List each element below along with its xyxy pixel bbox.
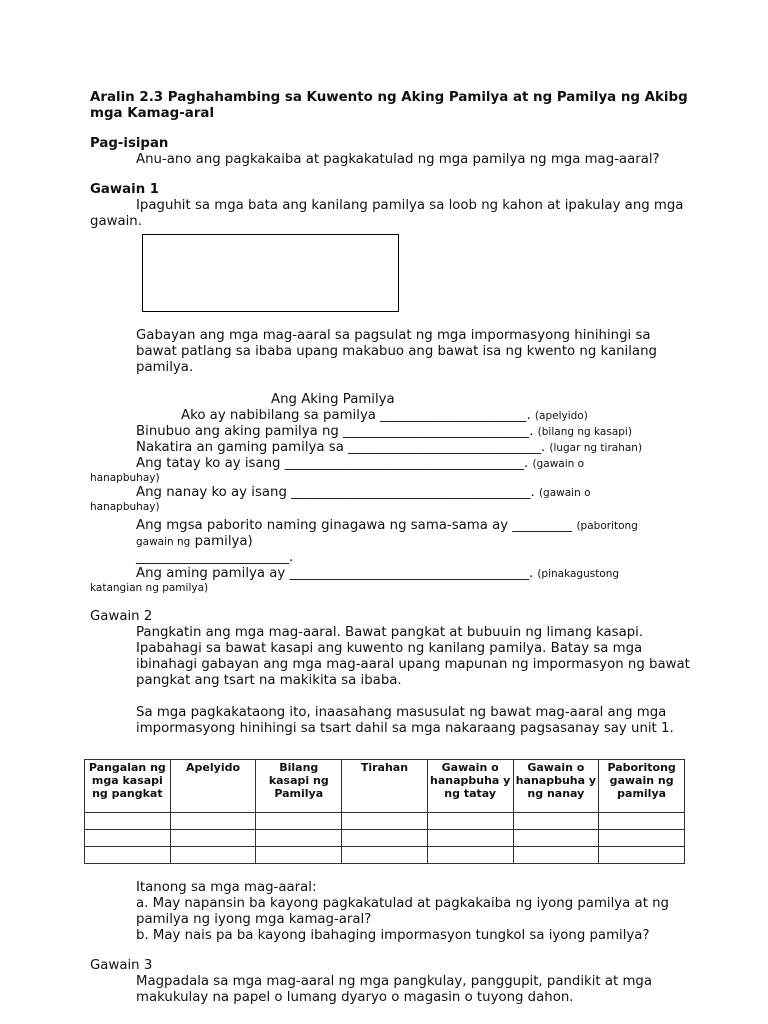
table-cell[interactable] bbox=[427, 813, 513, 830]
story-line-6: Ang mgsa paborito naming ginagawa ng sama-sama ay _________ (paboritong bbox=[136, 518, 638, 533]
table-cell[interactable] bbox=[427, 830, 513, 847]
table-cell[interactable] bbox=[599, 830, 685, 847]
table-cell[interactable] bbox=[342, 830, 428, 847]
gawain3-text: Magpadala sa mga mag-aaral ng mga pangkulay, panggupit, pandikit at mga makukulay na papel o lumang dyaryo o magasin o tuyong dahon. bbox=[136, 974, 652, 1005]
gawain1-heading: Gawain 1 bbox=[90, 182, 160, 197]
table-cell[interactable] bbox=[256, 813, 342, 830]
lesson-title: Aralin 2.3 Paghahambing sa Kuwento ng Aking Pamilya at ng Pamilya ng Akibg mga Kamag-aral bbox=[90, 90, 688, 121]
table-cell[interactable] bbox=[342, 847, 428, 864]
story-line-1: Ako ay nabibilang sa pamilya ______________________. (apelyido) bbox=[181, 408, 588, 423]
story-line-4: Ang tatay ko ay isang ____________________________________. (gawain o bbox=[136, 456, 585, 471]
gawain1-instruction: Ipaguhit sa mga bata ang kanilang pamilya sa loob ng kahon at ipakulay ang mga gawain. bbox=[90, 198, 684, 229]
table-cell[interactable] bbox=[599, 847, 685, 864]
table-cell[interactable] bbox=[170, 813, 256, 830]
table-header: Apelyido bbox=[170, 760, 256, 813]
story-line-3: Nakatira an gaming pamilya sa _____________________________. (lugar ng tirahan) bbox=[136, 440, 643, 455]
story-line-5-hint: hanapbuhay) bbox=[90, 501, 160, 513]
table-cell[interactable] bbox=[599, 813, 685, 830]
drawing-box[interactable] bbox=[142, 234, 399, 312]
pag-isipan-heading: Pag-isipan bbox=[90, 136, 169, 151]
story-title: Ang Aking Pamilya bbox=[271, 392, 395, 407]
story-line-2: Binubuo ang aking pamilya ng ____________________________. (bilang ng kasapi) bbox=[136, 424, 632, 439]
worksheet-page bbox=[90, 90, 690, 1006]
table-row bbox=[85, 830, 685, 847]
gawain2-para2: Sa mga pagkakataong ito, inaasahang masusulat ng bawat mag-aaral ang mga impormasyong hinihingi sa tsart dahil sa mga nakaraang pagsasanay say unit 1. bbox=[136, 705, 674, 736]
table-header: Gawain o hanapbuha y ng nanay bbox=[513, 760, 599, 813]
table-cell[interactable] bbox=[85, 847, 171, 864]
story-line-8: Ang aming pamilya ay ____________________________________. (pinakagustong bbox=[136, 566, 620, 581]
table-row bbox=[85, 847, 685, 864]
question-b: b. May nais pa ba kayong ibahaging impormasyon tungkol sa iyong pamilya? bbox=[136, 928, 650, 943]
question-a: a. May napansin ba kayong pagkakatulad at pagkakaiba ng iyong pamilya at ng pamilya ng iyong mga kamag-aral? bbox=[136, 896, 669, 927]
table-cell[interactable] bbox=[427, 847, 513, 864]
table-cell[interactable] bbox=[513, 830, 599, 847]
table-cell[interactable] bbox=[513, 847, 599, 864]
family-chart-table bbox=[84, 759, 685, 864]
pag-isipan-text: Anu-ano ang pagkakaiba at pagkakatulad ng mga pamilya ng mga mag-aaral? bbox=[136, 152, 660, 167]
gawain3-heading: Gawain 3 bbox=[90, 958, 153, 973]
story-line-8-hint: katangian ng pamilya) bbox=[90, 582, 209, 594]
table-cell[interactable] bbox=[170, 830, 256, 847]
gawain2-para1: Pangkatin ang mga mag-aaral. Bawat pangkat at bubuuin ng limang kasapi. Ipabahagi sa bawat kasapi ang kuwento ng kanilang pamilya. Batay sa mga ibinahagi gabayan ang mga mag-aaral upang mapunan ng impormasyon ng bawat pangkat ang tsart na makikita sa ibaba. bbox=[136, 625, 690, 688]
questions-intro: Itanong sa mga mag-aaral: bbox=[136, 880, 317, 895]
table-header: Pangalan ng mga kasapi ng pangkat bbox=[85, 760, 171, 813]
table-header: Paboritong gawain ng pamilya bbox=[599, 760, 685, 813]
story-line-5: Ang nanay ko ay isang ____________________________________. (gawain o bbox=[136, 485, 591, 500]
table-header: Bilang kasapi ng Pamilya bbox=[256, 760, 342, 813]
table-header-row bbox=[85, 760, 685, 813]
table-cell[interactable] bbox=[513, 813, 599, 830]
gawain1-guide: Gabayan ang mga mag-aaral sa pagsulat ng mga impormasyong hinihingi sa bawat patlang sa ibaba upang makabuo ang bawat isa ng kwento ng kanilang pamilya. bbox=[136, 328, 657, 375]
story-line-6-cont: gawain ng pamilya) bbox=[136, 534, 253, 549]
gawain2-heading: Gawain 2 bbox=[90, 609, 153, 624]
table-body bbox=[85, 813, 685, 864]
table-cell[interactable] bbox=[85, 813, 171, 830]
table-row bbox=[85, 813, 685, 830]
table-cell[interactable] bbox=[256, 830, 342, 847]
table-cell[interactable] bbox=[85, 830, 171, 847]
story-line-7: _______________________. bbox=[136, 550, 294, 565]
table-cell[interactable] bbox=[170, 847, 256, 864]
table-header: Gawain o hanapbuha y ng tatay bbox=[427, 760, 513, 813]
table-cell[interactable] bbox=[256, 847, 342, 864]
table-cell[interactable] bbox=[342, 813, 428, 830]
table-header: Tirahan bbox=[342, 760, 428, 813]
story-line-4-hint: hanapbuhay) bbox=[90, 472, 160, 484]
